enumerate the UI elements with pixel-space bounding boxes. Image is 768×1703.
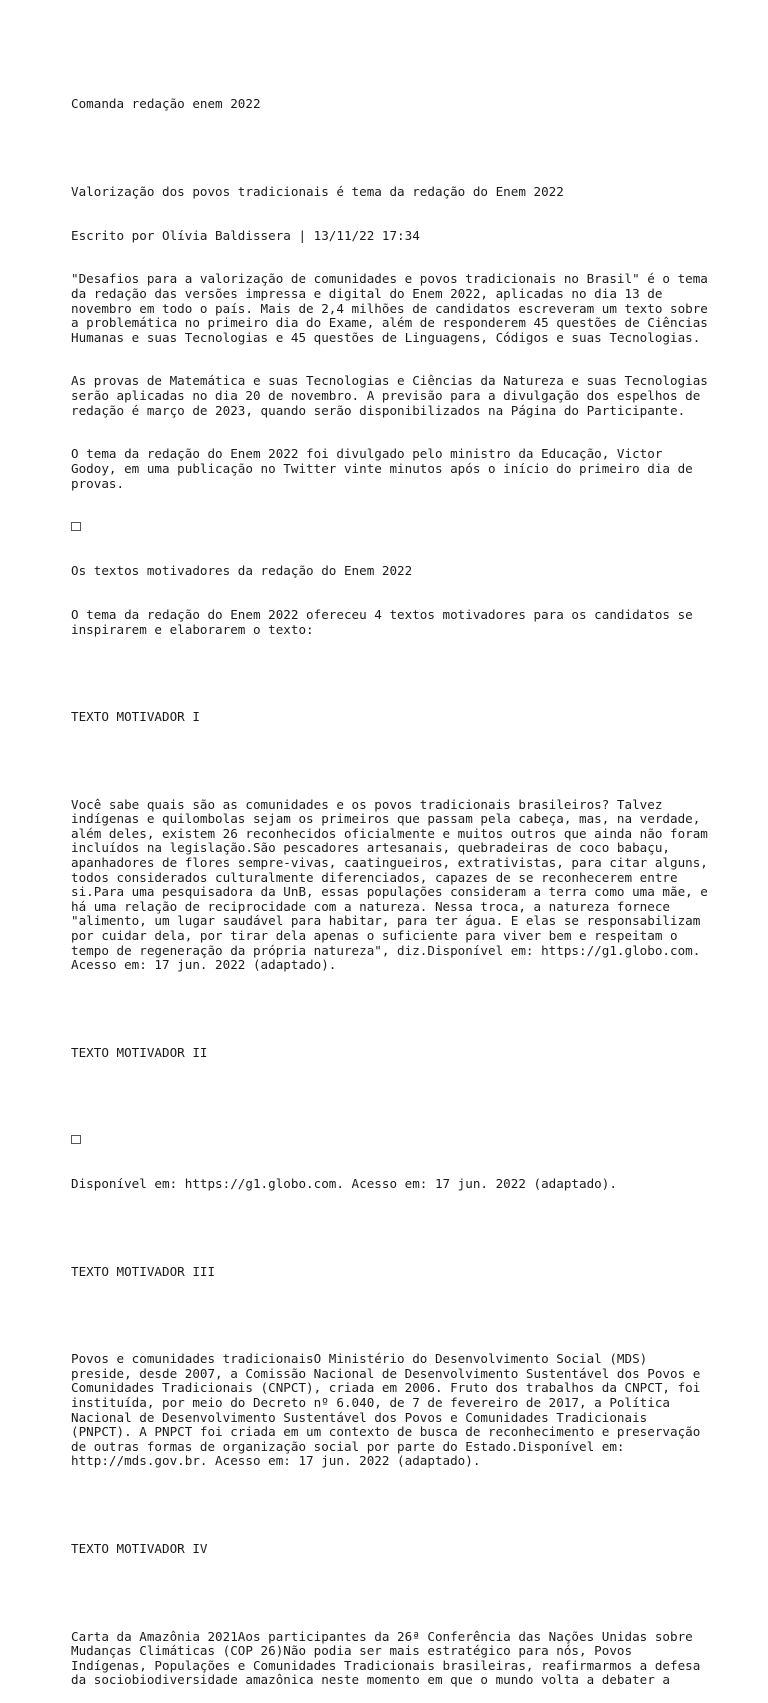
texto-motivador-2-source: Disponível em: https://g1.globo.com. Acesso em: 17 jun. 2022 (adaptado). <box>71 1176 617 1192</box>
article-title: Valorização dos povos tradicionais é tema da redação do Enem 2022 <box>71 183 564 199</box>
image-placeholder-1 <box>71 520 711 535</box>
spacer <box>71 1221 711 1236</box>
spacer <box>71 141 711 156</box>
spacer <box>71 1002 711 1017</box>
spacer <box>71 1498 711 1513</box>
paragraph-3: O tema da redação do Enem 2022 foi divulgado pelo ministro da Educação, Victor Godoy, em uma publicação no Twitter vinte minutos após o início do primeiro dia de provas. <box>71 446 701 491</box>
texto-motivador-3-heading: TEXTO MOTIVADOR III <box>71 1263 216 1279</box>
motivators-intro: O tema da redação do Enem 2022 ofereceu 4 textos motivadores para os candidatos se inspirarem e elaborarem o texto: <box>71 606 701 637</box>
texto-motivador-3-body: Povos e comunidades tradicionaisO Ministério do Desenvolvimento Social (MDS) preside, desde 2007, a Comissão Nacional de Desenvolvimento Sustentável dos Povos e Comunidades Tradicionais (CNPCT), criada em 2006. Fruto dos trabalhos da CNPCT, foi instituída, por meio do Decreto nº 6.040, de 7 de fevereiro de 2017, a Política Nacional de Desenvolvimento Sustentável dos Povos e Comunidades Tradicionais (PNPCT). A PNPCT foi criada em um contexto de busca de reconhecimento e preservação de outras formas de organização social por parte do Estado.Disponível em: http://mds.gov.br. Acesso em: 17 jun. 2022 (adaptado). <box>71 1351 708 1469</box>
paragraph-1: "Desafios para a valorização de comunidades e povos tradicionais no Brasil" é o tema da redação das versões impressa e digital do Enem 2022, aplicadas no dia 13 de novembro em todo o país. Mais de 2,4 milhões de candidatos escreveram um texto sobre a problemática no primeiro dia do Exame, além de responderem 45 questões de Ciências Humanas e suas Tecnologias e 45 questões de Linguagens, Códigos e suas Tecnologias. <box>71 271 716 345</box>
texto-motivador-1-heading: TEXTO MOTIVADOR I <box>71 709 200 725</box>
texto-motivador-4-heading: TEXTO MOTIVADOR IV <box>71 1540 208 1556</box>
spacer <box>71 666 711 681</box>
texto-motivador-2-heading: TEXTO MOTIVADOR II <box>71 1044 208 1060</box>
document-heading: Comanda redação enem 2022 <box>71 96 261 112</box>
image-placeholder-2 <box>71 1133 711 1148</box>
paragraph-2: As provas de Matemática e suas Tecnologias e Ciências da Natureza e suas Tecnologias serão aplicadas no dia 20 de novembro. A previsão para a divulgação dos espelhos de redação é março de 2023, quando serão disponibilizados na Página do Participante. <box>71 373 716 418</box>
spacer <box>71 1586 711 1601</box>
texto-motivador-4-body: Carta da Amazônia 2021Aos participantes da 26ª Conferência das Nações Unidas sobre Mudanças Climáticas (COP 26)Não podia ser mais estratégico para nós, Povos Indígenas, Populações e Comunidades Tradicionais brasileiras, reafirmarmos a defesa da sociobiodiversidade amazônica neste momento em que o mundo volta a debater a <box>71 1628 708 1688</box>
spacer <box>71 754 711 769</box>
texto-motivador-1-body: Você sabe quais são as comunidades e os povos tradicionais brasileiros? Talvez indígenas e quilombolas sejam os primeiros que passam pela cabeça, mas, na verdade, além deles, existem 26 reconhecidos oficialmente e muitos outros que ainda não foram incluídos na legislação.São pescadores artesanais, quebradeiras de coco babaçu, apanhadores de flores sempre-vivas, caatingueiros, extrativistas, para citar alguns, todos considerados culturalmente diferenciados, capazes de se reconhecerem entre si.Para uma pesquisadora da UnB, essas populações consideram a terra como uma mãe, e há uma relação de reciprocidade com a natureza. Nessa troca, a natureza fornece "alimento, um lugar saudável para habitar, para ter água. E elas se responsabilizam por cuidar dela, por tirar dela apenas o suficiente para viver bem e respeitam o tempo de regeneração da própria natureza", diz.Disponível em: https://g1.globo.com. Acesso em: 17 jun. 2022 (adaptado). <box>71 796 716 973</box>
spacer <box>71 1308 711 1323</box>
document-page <box>71 68 716 1703</box>
spacer <box>71 1090 711 1105</box>
motivators-heading: Os textos motivadores da redação do Enem 2022 <box>71 563 413 579</box>
missing-image-icon <box>71 522 81 531</box>
article-byline: Escrito por Olívia Baldissera | 13/11/22 17:34 <box>71 227 420 243</box>
missing-image-icon <box>71 1135 81 1144</box>
